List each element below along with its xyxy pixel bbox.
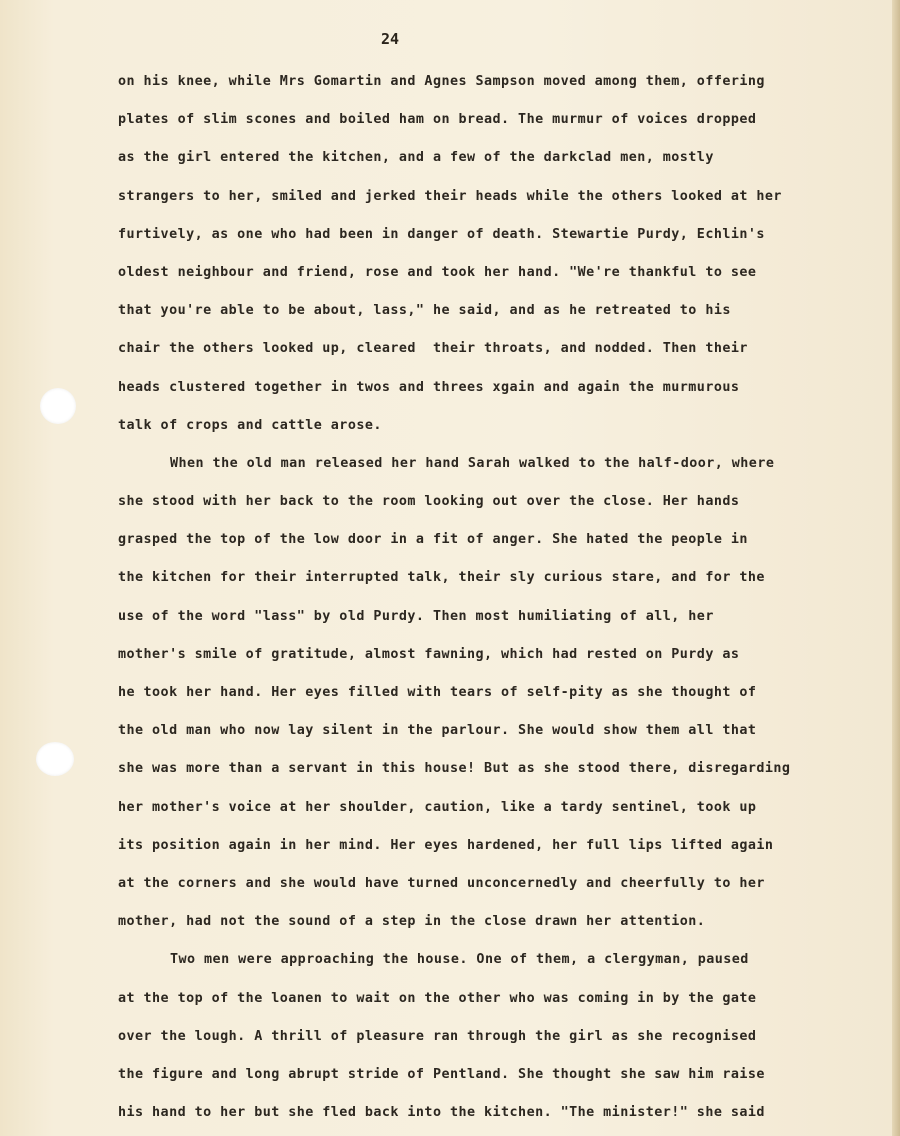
text-line: When the old man released her hand Sarah walked to the half-door, where — [170, 455, 775, 471]
text-line: mother, had not the sound of a step in the close drawn her attention. — [118, 914, 706, 930]
text-line: she stood with her back to the room looking out over the close. Her hands — [118, 494, 740, 510]
text-line: her mother's voice at her shoulder, caution, like a tardy sentinel, took up — [118, 799, 757, 815]
text-line: she was more than a servant in this house! But as she stood there, disregarding — [118, 761, 791, 777]
text-line: as the girl entered the kitchen, and a few of the darkclad men, mostly — [118, 150, 714, 166]
text-line: plates of slim scones and boiled ham on bread. The murmur of voices dropped — [118, 112, 757, 128]
text-line: use of the word "lass" by old Purdy. Then most humiliating of all, her — [118, 608, 714, 624]
text-line: talk of crops and cattle arose. — [118, 417, 382, 433]
text-line: at the top of the loanen to wait on the other who was coming in by the gate — [118, 990, 757, 1006]
text-line: strangers to her, smiled and jerked their heads while the others looked at her — [118, 188, 782, 204]
punch-hole — [40, 388, 76, 424]
text-line: chair the others looked up, cleared their throats, and nodded. Then their — [118, 341, 748, 357]
text-line: the old man who now lay silent in the parlour. She would show them all that — [118, 723, 757, 739]
text-line: mother's smile of gratitude, almost fawning, which had rested on Purdy as — [118, 646, 740, 662]
text-line: at the corners and she would have turned unconcernedly and cheerfully to her — [118, 875, 765, 891]
punch-hole — [36, 742, 74, 776]
body-text — [118, 63, 883, 1132]
text-line: its position again in her mind. Her eyes hardened, her full lips lifted again — [118, 837, 774, 853]
paper-edge — [892, 0, 900, 1136]
text-line: on his knee, while Mrs Gomartin and Agnes Sampson moved among them, offering — [118, 74, 765, 89]
text-line: Two men were approaching the house. One of them, a clergyman, paused — [170, 952, 749, 968]
text-line: heads clustered together in twos and threes xgain and again the murmurous — [118, 379, 740, 395]
page-number: 24 — [380, 30, 400, 48]
text-line: his hand to her but she fled back into the kitchen. "The minister!" she said — [118, 1105, 765, 1121]
text-line: grasped the top of the low door in a fit of anger. She hated the people in — [118, 532, 748, 548]
text-line: that you're able to be about, lass," he said, and as he retreated to his — [118, 303, 731, 319]
text-line: the figure and long abrupt stride of Pentland. She thought she saw him raise — [118, 1066, 765, 1082]
text-line: he took her hand. Her eyes filled with tears of self-pity as she thought of — [118, 685, 757, 700]
text-line: oldest neighbour and friend, rose and took her hand. "We're thankful to see — [118, 264, 757, 280]
text-line: over the lough. A thrill of pleasure ran through the girl as she recognised — [118, 1028, 757, 1044]
text-line: the kitchen for their interrupted talk, their sly curious stare, and for the — [118, 570, 765, 586]
text-line: furtively, as one who had been in danger of death. Stewartie Purdy, Echlin's — [118, 226, 765, 242]
